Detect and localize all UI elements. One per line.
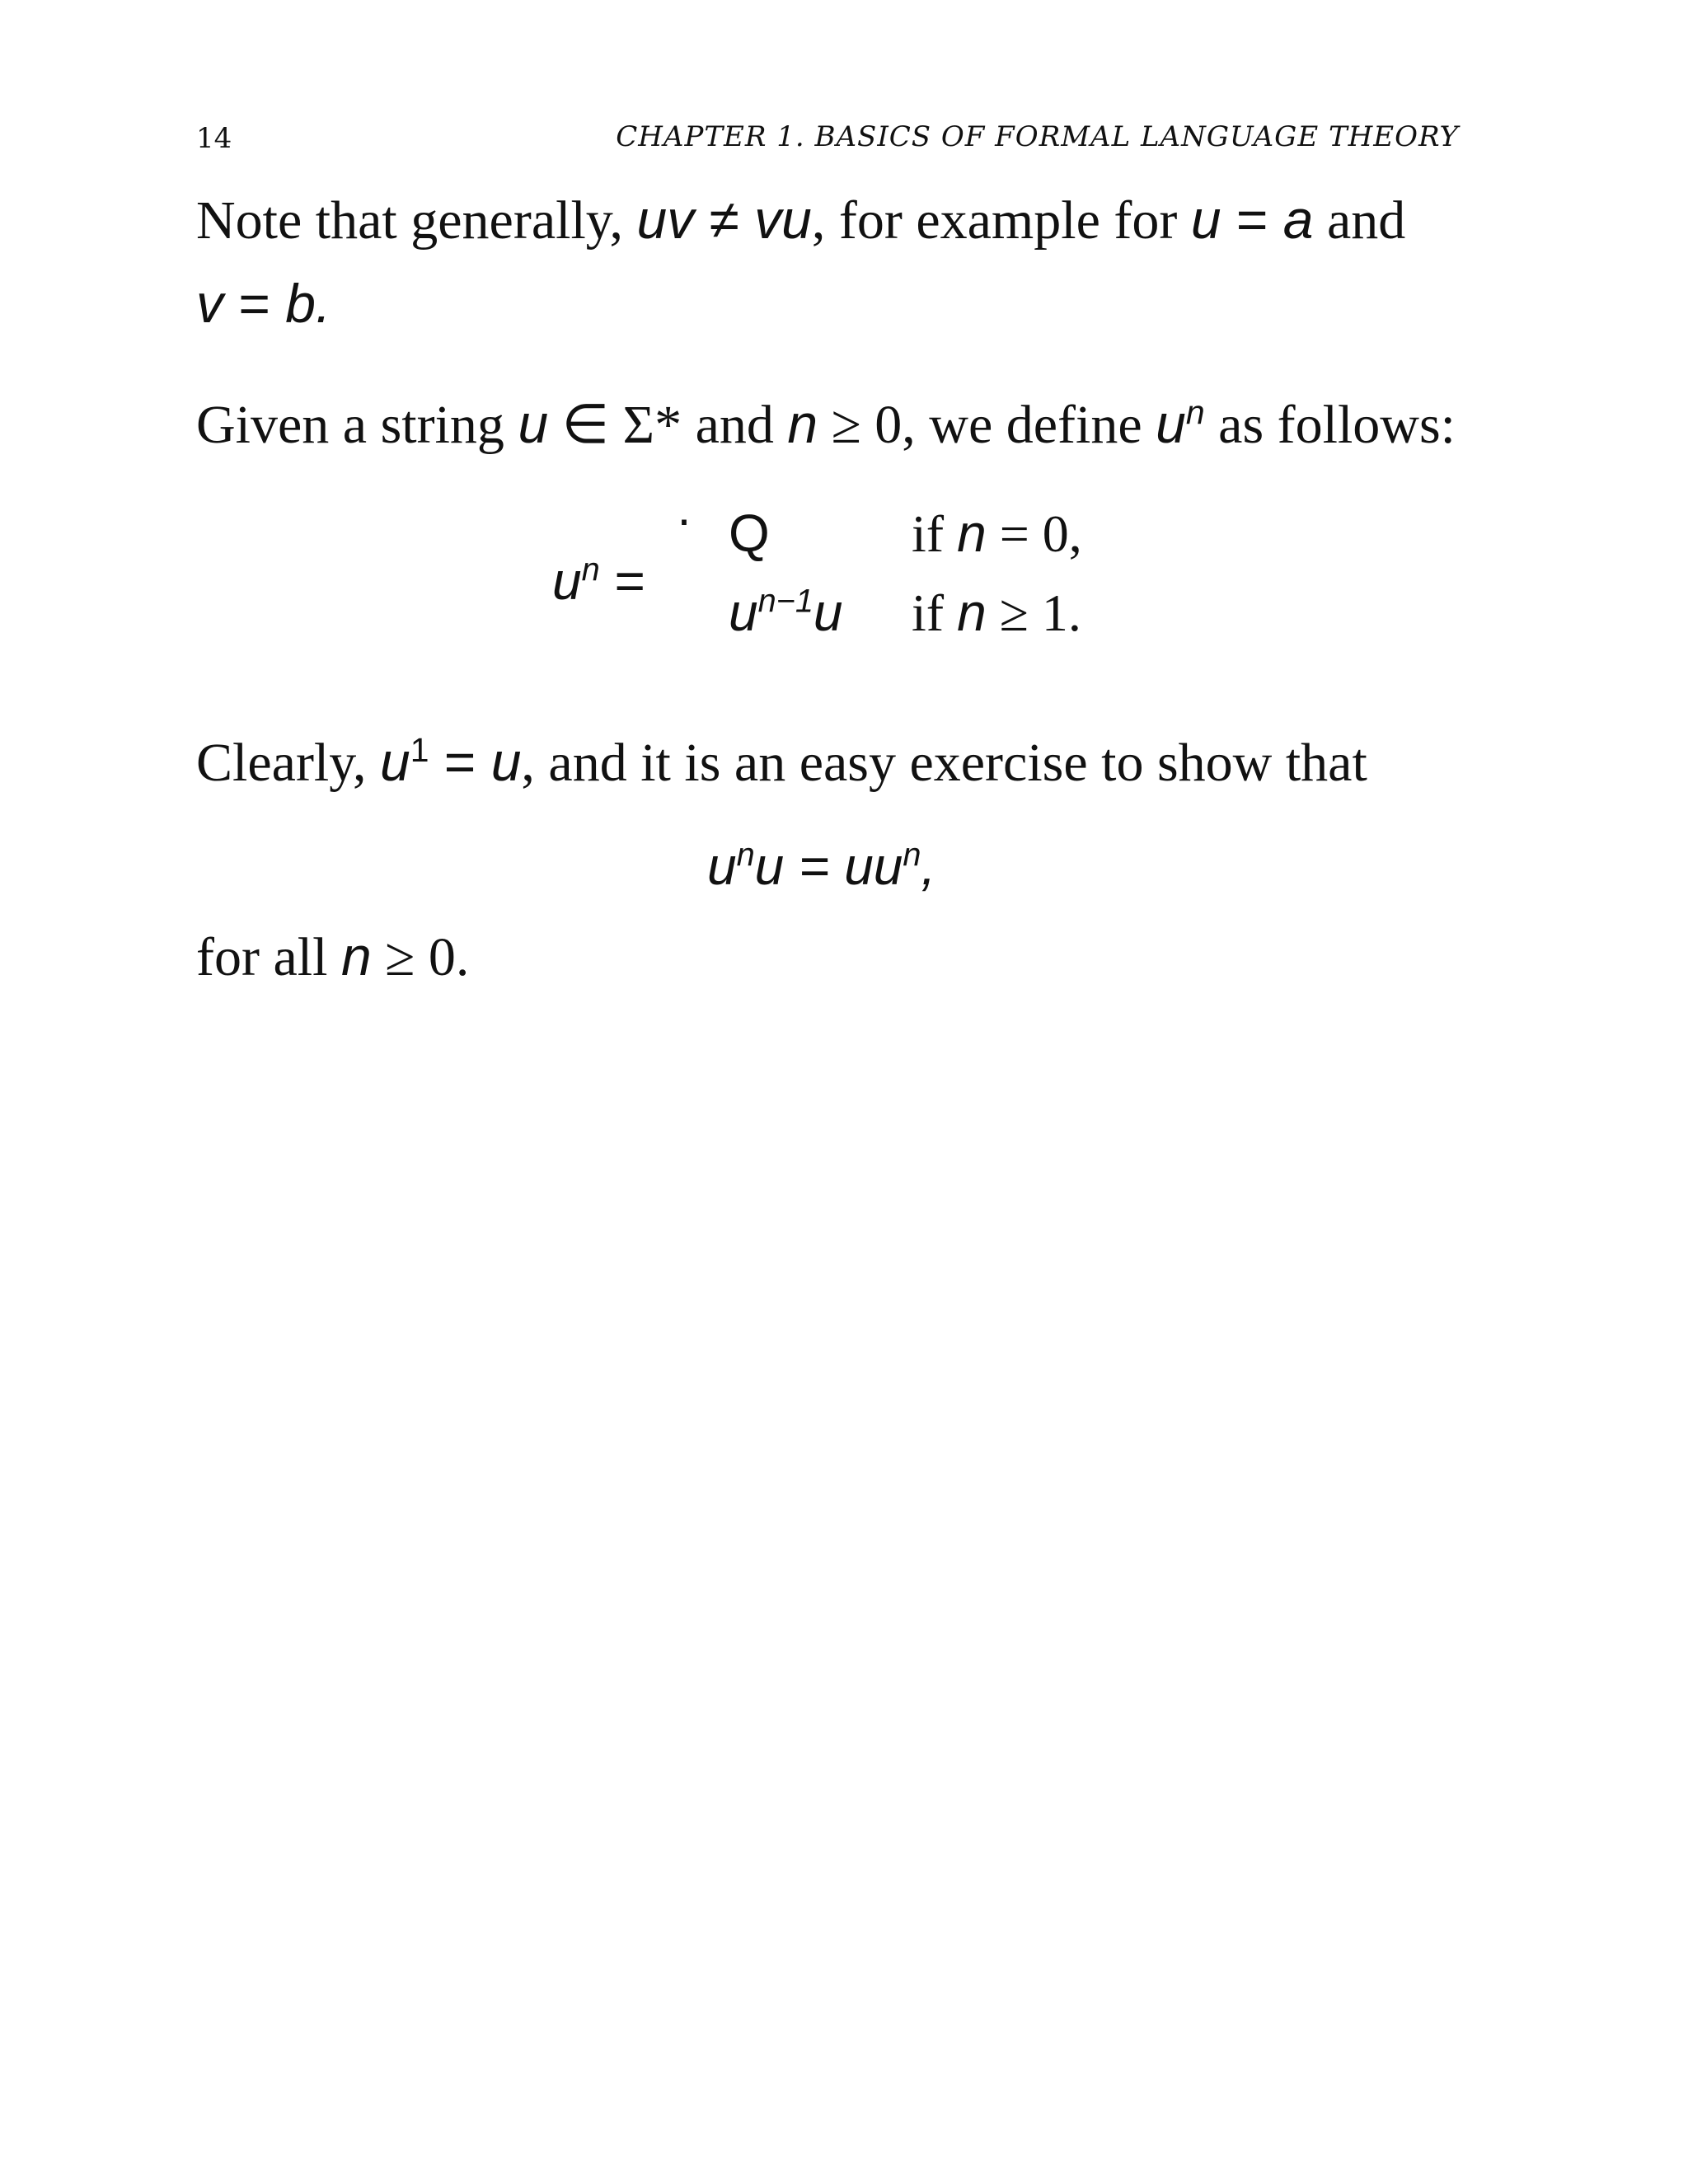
math: uv — [636, 189, 695, 250]
superscript: n — [736, 837, 755, 874]
math-op: = — [1221, 189, 1283, 250]
equation-commute — [707, 836, 935, 897]
math-op: = — [429, 731, 491, 792]
text: as follows: — [1204, 395, 1456, 455]
case2-value — [729, 582, 842, 644]
brace-dot: · — [676, 491, 692, 546]
text: for all — [196, 927, 341, 987]
paragraph-clearly — [196, 730, 1367, 794]
text: , and it is an easy exercise to show that — [521, 733, 1367, 793]
math: u — [490, 731, 522, 792]
text: . — [315, 273, 331, 334]
text: and — [1313, 190, 1406, 251]
math: u — [813, 583, 843, 642]
superscript: n — [903, 837, 921, 874]
math: n — [340, 926, 372, 987]
math: n — [957, 504, 987, 563]
superscript: n — [1185, 393, 1205, 431]
text: = 0, — [986, 504, 1082, 563]
text: Note that generally, — [196, 190, 637, 251]
math: , — [921, 837, 936, 896]
text: ≥ 0. — [371, 927, 470, 987]
math: n — [957, 583, 987, 642]
page-number: 14 — [196, 122, 232, 155]
text: , for example for — [811, 190, 1191, 251]
paragraph-forall — [196, 925, 469, 989]
text: ≥ 0, we define — [818, 395, 1156, 455]
math: n — [787, 393, 818, 454]
running-head: CHAPTER 1. BASICS OF FORMAL LANGUAGE THEORY — [616, 120, 1459, 153]
case1-value: Q — [729, 504, 770, 563]
math-op: = — [223, 273, 286, 334]
math: u = uu — [754, 837, 903, 896]
math: b — [285, 273, 316, 334]
math: u — [379, 731, 410, 792]
text: Given a string — [196, 395, 518, 455]
math: v — [196, 273, 223, 334]
text: ≥ 1. — [986, 583, 1081, 642]
math-op: = — [599, 551, 645, 611]
superscript: n — [581, 551, 600, 588]
math: u — [729, 583, 758, 642]
math: u — [1156, 393, 1186, 454]
text: if — [912, 504, 958, 563]
math: u — [1190, 189, 1221, 250]
text: if — [912, 583, 958, 642]
math: u — [518, 393, 549, 454]
math: u — [552, 551, 582, 611]
math: u — [707, 837, 737, 896]
text: ∈ Σ* and — [548, 395, 788, 455]
superscript: n−1 — [757, 583, 814, 620]
math: vu — [754, 189, 812, 250]
paragraph-given — [196, 392, 1456, 457]
paragraph-note-cont — [196, 272, 331, 336]
math: a — [1282, 189, 1314, 250]
case2-condition — [912, 582, 1081, 644]
math-op: ≠ — [694, 189, 755, 250]
definition-lhs — [552, 551, 645, 612]
case1-condition — [912, 503, 1082, 565]
paragraph-note — [196, 188, 1405, 252]
superscript: 1 — [410, 731, 429, 769]
text: Clearly, — [196, 733, 380, 793]
